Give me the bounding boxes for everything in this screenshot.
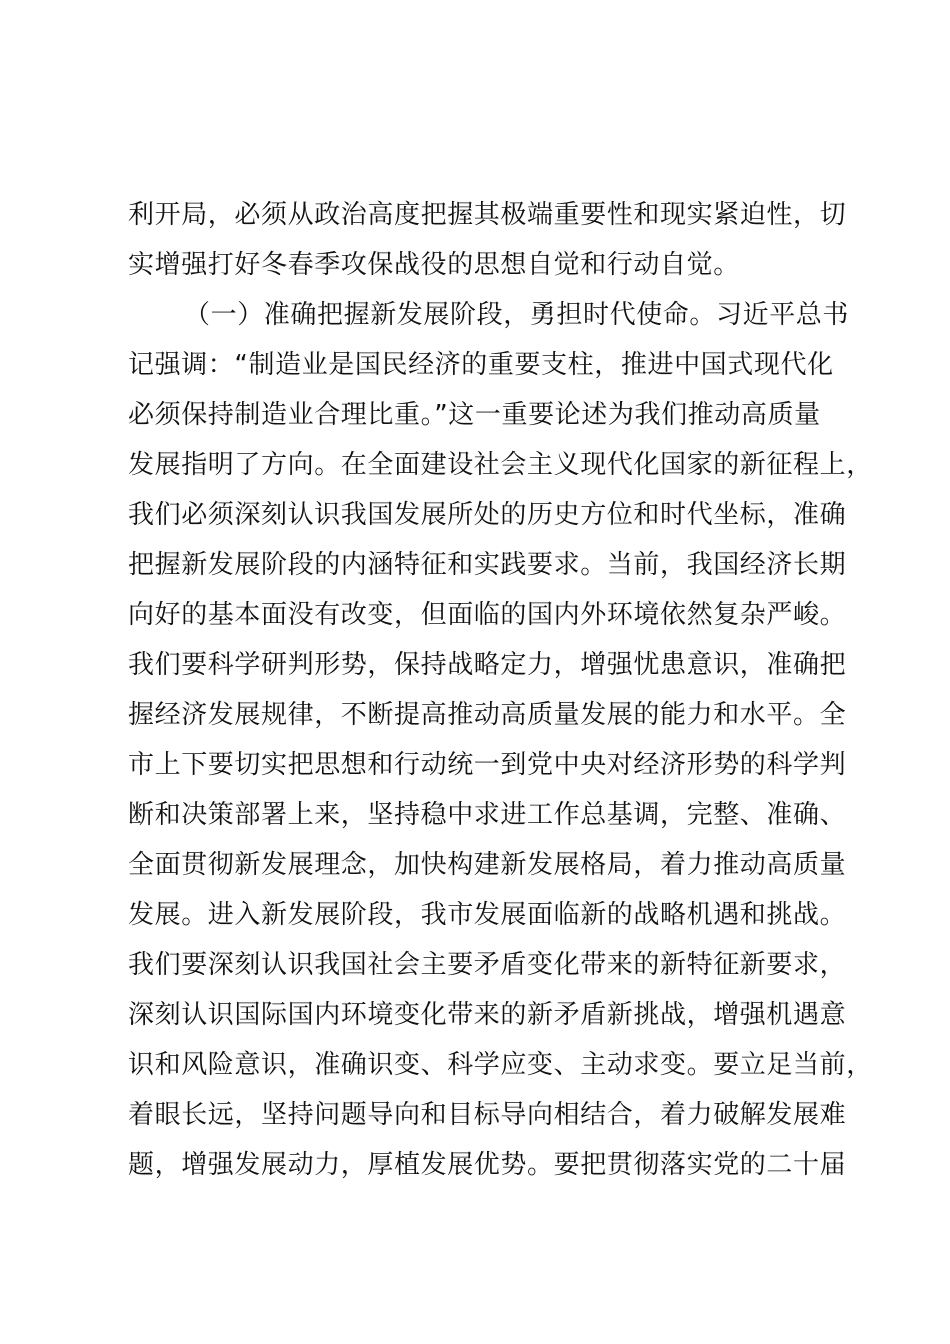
text-line: 发展指明了方向。在全面建设社会主义现代化国家的新征程上， (128, 450, 873, 480)
text-line: 把握新发展阶段的内涵特征和实践要求。当前，我国经济长期 (128, 550, 847, 580)
text-line: 实增强打好冬春季攻保战役的思想自觉和行动自觉。 (128, 250, 740, 280)
text-line: 握经济发展规律，不断提高推动高质量发展的能力和水平。全 (128, 700, 847, 730)
text-line: 市上下要切实把思想和行动统一到党中央对经济形势的科学判 (128, 750, 847, 780)
text-line: 我们要科学研判形势，保持战略定力，增强忧患意识，准确把 (128, 650, 847, 680)
text-line: 利开局，必须从政治高度把握其极端重要性和现实紧迫性，切 (128, 200, 847, 230)
text-line: 必须保持制造业合理比重。”这一重要论述为我们推动高质量 (128, 400, 821, 430)
text-line: 深刻认识国际国内环境变化带来的新矛盾新挑战，增强机遇意 (128, 1000, 847, 1030)
text-line: 断和决策部署上来，坚持稳中求进工作总基调，完整、准确、 (128, 800, 847, 830)
text-line: 记强调：“制造业是国民经济的重要支柱，推进中国式现代化 (128, 350, 834, 380)
text-line: 发展。进入新发展阶段，我市发展面临新的战略机遇和挑战。 (128, 900, 847, 930)
text-line: 我们要深刻认识我国社会主要矛盾变化带来的新特征新要求， (128, 950, 847, 980)
text-line: 题，增强发展动力，厚植发展优势。要把贯彻落实党的二十届 (128, 1150, 847, 1180)
text-line: 识和风险意识，准确识变、科学应变、主动求变。要立足当前， (128, 1050, 873, 1080)
text-line: 我们必须深刻认识我国发展所处的历史方位和时代坐标，准确 (128, 500, 847, 530)
text-line: 着眼长远，坚持问题导向和目标导向相结合，着力破解发展难 (128, 1100, 847, 1130)
text-line: 向好的基本面没有改变，但面临的国内外环境依然复杂严峻。 (128, 600, 847, 630)
text-line: 全面贯彻新发展理念，加快构建新发展格局，着力推动高质量 (128, 850, 847, 880)
section-heading-line: （一）准确把握新发展阶段，勇担时代使命。习近平总书 (184, 300, 850, 330)
